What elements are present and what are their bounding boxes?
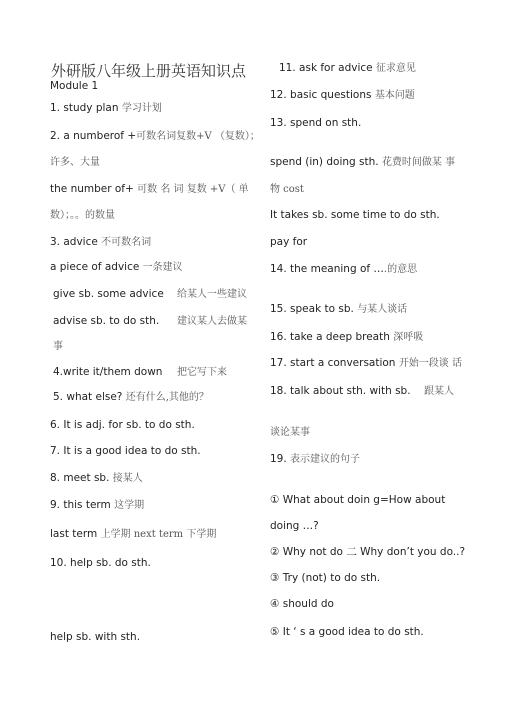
left-item-10b: help sb. with sth. bbox=[50, 631, 141, 643]
left-item-1: 1. study plan 学习计划 bbox=[50, 102, 162, 114]
right-item-13: 13. spend on sth. bbox=[270, 117, 362, 129]
right-item-14: 14. the meaning of ….的意思 bbox=[270, 263, 418, 275]
document-title: 外研版八年级上册英语知识点 bbox=[51, 62, 247, 80]
right-item-17: 17. start a conversation 开始一段谈 话 bbox=[270, 357, 462, 369]
right-item-18: 18. talk about sth. with sb. bbox=[270, 385, 411, 397]
right-item-13a: spend (in) doing sth. 花费时间做某 事 bbox=[270, 156, 456, 168]
left-item-3b: give sb. some advice bbox=[53, 288, 164, 300]
right-item-19: 19. 表示建议的句子 bbox=[270, 453, 361, 465]
left-item-3c: advise sb. to do sth. bbox=[53, 315, 160, 327]
left-item-2b: the number of+ 可数 名 词 复数 +V（ 单 bbox=[50, 183, 249, 195]
left-item-3c-cn: 建议某人去做某 bbox=[177, 316, 247, 327]
left-item-4: 4.write it/them down bbox=[53, 366, 163, 378]
right-item-13b: It takes sb. some time to do sth. bbox=[270, 209, 440, 221]
left-item-5: 5. what else? 还有什么,其他的？ bbox=[53, 391, 209, 403]
left-item-4-cn: 把它写下来 bbox=[177, 367, 227, 378]
left-item-2b-cont: 数）；。。的数量 bbox=[50, 210, 115, 221]
right-item-18-cn: 跟某人 bbox=[424, 386, 454, 397]
left-item-3c-cont: 事 bbox=[53, 341, 63, 352]
right-item-13a-cont: 物 cost bbox=[270, 184, 304, 195]
right-item-19-5: ⑤ It ‘ s a good idea to do sth. bbox=[270, 626, 424, 638]
left-item-6: 6. It is adj. for sb. to do sth. bbox=[50, 419, 195, 431]
module-heading: Module 1 bbox=[50, 80, 99, 92]
left-item-8: 8. meet sb. 接某人 bbox=[50, 472, 143, 484]
left-item-7: 7. It is a good idea to do sth. bbox=[50, 445, 201, 457]
left-item-9: 9. this term 这学期 bbox=[50, 499, 145, 511]
right-item-19-4: ④ should do bbox=[270, 598, 334, 610]
right-item-18-cont: 谈论某事 bbox=[270, 427, 310, 438]
right-item-13c: pay for bbox=[270, 236, 308, 248]
left-item-2-cont: 许多、大量 bbox=[50, 157, 100, 168]
right-item-19-1-cont: doing …? bbox=[270, 520, 319, 532]
right-item-12: 12. basic questions 基本问题 bbox=[270, 89, 415, 101]
left-item-9b: last term 上学期 next term 下学期 bbox=[50, 528, 217, 540]
left-item-2: 2. a numberof +可数名词复数+V （复数）； bbox=[50, 130, 260, 142]
left-item-3b-cn: 给某人一些建议 bbox=[177, 289, 247, 300]
left-item-10: 10. help sb. do sth. bbox=[50, 557, 151, 569]
right-item-11: 11. ask for advice 征求意见 bbox=[279, 62, 416, 74]
left-item-3: 3. advice 不可数名词 bbox=[50, 236, 152, 248]
right-item-19-1: ① What about doin g=How about bbox=[270, 494, 446, 506]
right-item-19-2: ② Why not do 二 Why don’t you do..? bbox=[270, 546, 466, 558]
right-item-19-3: ③ Try (not) to do sth. bbox=[270, 572, 381, 584]
right-item-15: 15. speak to sb. 与某人谈话 bbox=[270, 303, 408, 315]
right-item-16: 16. take a deep breath 深呼吸 bbox=[270, 331, 424, 343]
left-item-3a: a piece of advice 一条建议 bbox=[50, 261, 183, 273]
